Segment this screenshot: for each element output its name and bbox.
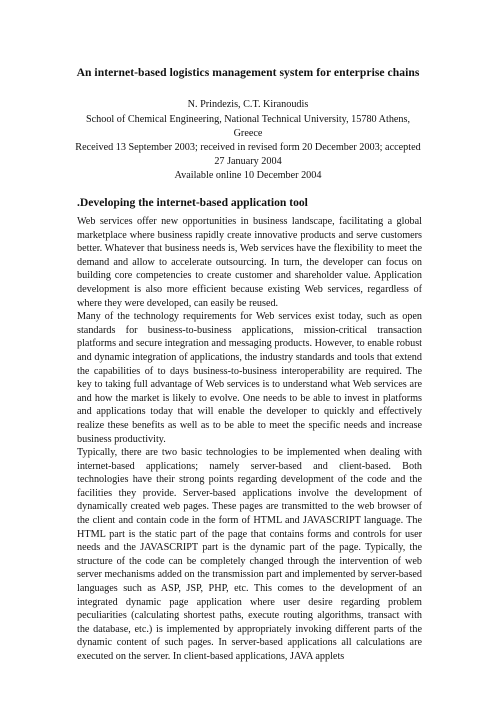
section-heading: .Developing the internet-based application tool bbox=[77, 196, 308, 209]
paper-title: An internet-based logistics management system for enterprise chains bbox=[76, 66, 420, 79]
paragraph: Web services offer new opportunities in business landscape, facilitating a global marketplace where business rapidly create innovative products and serve customers better. Whatever that business needs is, Web services have the flexibility to meet the demand and allow to accelerate outsourcing. In turn, the developer can focus on building core competencies to create customer and shareholder value. Application development is also more efficient because existing Web services, regardless of where they were developed, can easily be reused. bbox=[77, 216, 422, 309]
available-online: Available online 10 December 2004 bbox=[174, 170, 322, 181]
affiliation-line-2: Greece bbox=[233, 128, 263, 139]
authors: N. Prindezis, C.T. Kiranoudis bbox=[187, 99, 309, 110]
paragraph: Many of the technology requirements for Web services exist today, such as open standards for business-to-business applications, mission-critical transaction platforms and secure integration and messaging products. However, to enable robust and dynamic integration of applications, the industry standards and tools that extend the capabilities of to days business-to-business interoperability are required. The key to taking full advantage of Web services is to understand what Web services are and how the market is likely to evolve. One needs to be able to invest in platforms and applications today that will enable the developer to quickly and effectively realize these benefits as well as to be able to meet the specific needs and increase business productivity. bbox=[77, 311, 422, 445]
body-text bbox=[77, 215, 422, 664]
paragraph: Typically, there are two basic technologies to be implemented when dealing with internet-based applications; namely server-based and client-based. Both technologies have their strong points regarding development of the code and the facilities they provide. Server-based applications involve the development of dynamically created web pages. These pages are transmitted to the web browser of the client and contain code in the form of HTML and JAVASCRIPT language. The HTML part is the static part of the page that contains forms and controls for user needs and the JAVASCRIPT part is the dynamic part of the page. Typically, the structure of the code can be completely changed through the intervention of web server mechanisms added on the transmission part and implemented by server-based languages such as ASP, JSP, PHP, etc. This comes to the development of an integrated dynamic page application where user desire regarding problem peculiarities (calculating shortest paths, execute routing algorithms, transact with the database, etc.) is implemented by appropriately invoking different parts of the dynamic content of such pages. In server-based applications all calculations are executed on the server. In client-based applications, JAVA applets bbox=[77, 447, 422, 662]
affiliation-line-1: School of Chemical Engineering, National Technical University, 15780 Athens, bbox=[85, 114, 411, 125]
received-line-2: 27 January 2004 bbox=[214, 156, 282, 167]
received-line-1: Received 13 September 2003; received in revised form 20 December 2003; accepted bbox=[75, 142, 421, 153]
